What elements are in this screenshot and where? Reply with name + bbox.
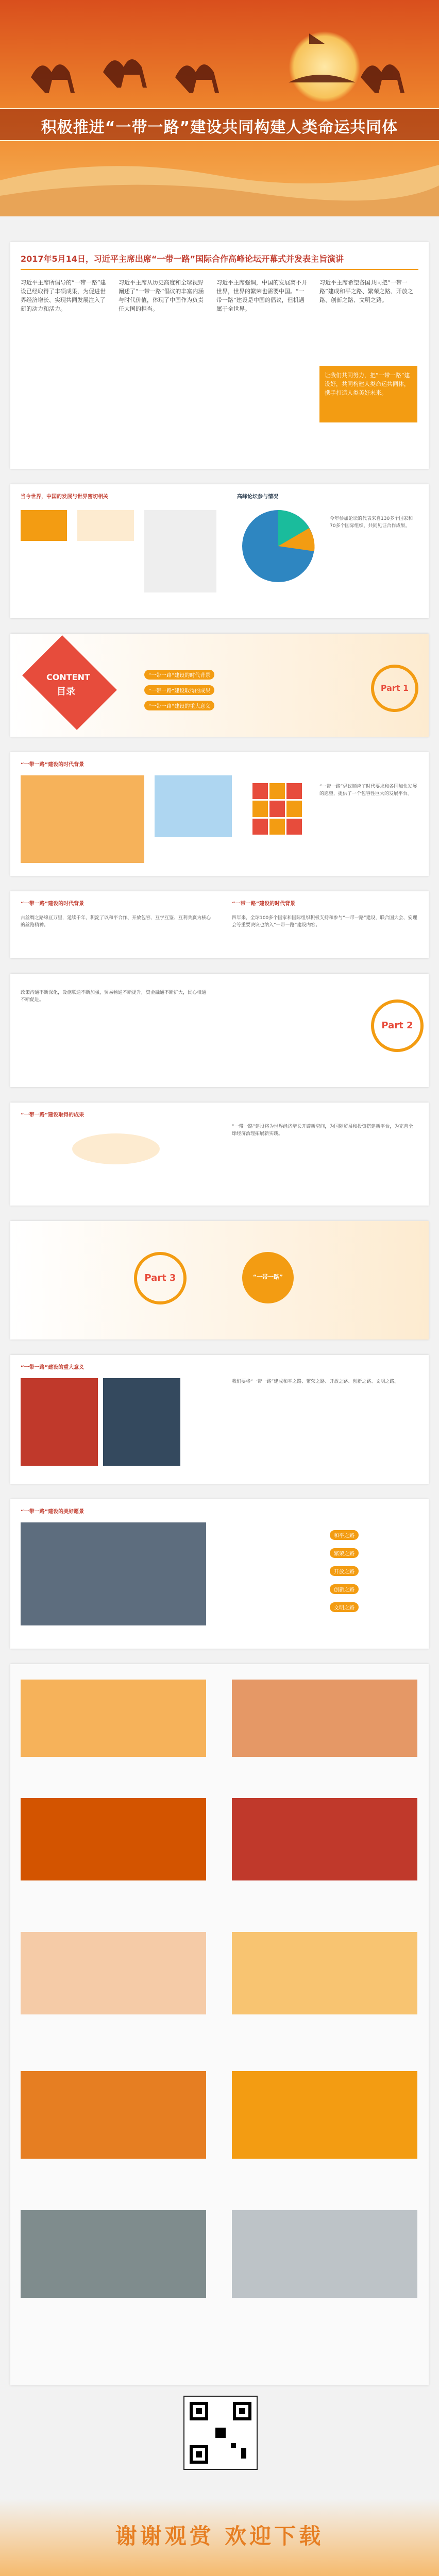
photo-placeholder <box>103 1378 180 1466</box>
section-text: 我们要将“一带一路”建成和平之路、繁荣之路、开放之路、创新之路、文明之路。 <box>232 1379 399 1384</box>
camel-caravan-silhouette <box>0 0 439 108</box>
intro-highlight-card: 让我们共同努力，把“一带一路”建设好，共同构建人类命运共同体，携手打造人类美好未来。 <box>319 366 417 422</box>
intro-col-4: 习近平主席希望各国共同把“一带一路”建成和平之路、繁荣之路、开放之路、创新之路、文明之路。 <box>319 279 413 303</box>
section-label: “一带一路”建设的重大意义 <box>21 1365 85 1370</box>
tag-1: 和平之路 <box>330 1530 359 1540</box>
photo-placeholder <box>21 1378 98 1466</box>
background-text-section <box>10 891 429 958</box>
pie-chart <box>237 505 319 587</box>
section-text: 政策沟通不断深化，设施联通不断加强，贸易畅通不断提升，资金融通不断扩大，民心相通不断促进。 <box>21 990 207 1003</box>
contents-item-3[interactable]: “一带一路”建设的重大意义 <box>144 701 214 710</box>
contents-diamond <box>22 635 117 730</box>
section-text: “一带一路”倡议顺应了时代要求和各国加快发展的愿望，提供了一个包容性巨大的发展平台。 <box>319 784 417 796</box>
intro-col-3: 习近平主席强调，中国的发展离不开世界，世界的繁荣也需要中国。“一带一路”建设是中国的倡议，但机遇属于全世界。 <box>216 279 307 312</box>
photo-placeholder <box>232 1798 417 1880</box>
meaning-section <box>10 1355 429 1484</box>
photo-placeholder <box>232 1680 417 1757</box>
intro-col-1: 习近平主席所倡导的“一带一路”建设已经取得了丰硕成果，为促进世界经济增长、实现共同发展注入了新的动力和活力。 <box>21 279 106 312</box>
tag-2: 繁荣之路 <box>330 1548 359 1558</box>
result-section <box>10 1103 429 1206</box>
qr-code <box>183 2396 258 2470</box>
section-label: “一带一路”建设的时代背景 <box>232 901 296 907</box>
intro-col-2: 习近平主席从历史高度和全球视野阐述了“一带一路”倡议的丰富内涵与时代价值，体现了中国作为负责任大国的担当。 <box>119 279 204 312</box>
tag-3: 开放之路 <box>330 1566 359 1576</box>
summary-left-title: 当今世界，中国的发展与世界密切相关 <box>21 494 108 500</box>
photo-placeholder <box>155 775 232 837</box>
contents-item-1[interactable]: “一带一路”建设的时代背景 <box>144 670 214 680</box>
photo-placeholder <box>232 2210 417 2298</box>
photo-placeholder <box>232 1932 417 2014</box>
hero-banner <box>0 0 439 216</box>
part3-section <box>10 1221 429 1340</box>
section-label: “一带一路”建设的时代背景 <box>21 762 85 768</box>
section-label: “一带一路”建设的美好愿景 <box>21 1509 85 1515</box>
info-box <box>77 510 134 541</box>
ellipse-graphic <box>72 1133 160 1164</box>
tile-grid <box>252 783 304 835</box>
part3-circle: Part 3 <box>134 1252 187 1304</box>
photo-placeholder <box>144 510 216 592</box>
intro-heading: 2017年5月14日，习近平主席出席“一带一路”国际合作高峰论坛开幕式并发表主旨演讲 <box>21 254 344 264</box>
page-title: 积极推进“一带一路”建设共同构建人类命运共同体 <box>41 118 398 137</box>
section-text: “一带一路”建设将为世界经济增长开辟新空间，为国际贸易和投资搭建新平台，为完善全球经济治理拓展新实践。 <box>232 1124 413 1137</box>
part2-circle: Part 2 <box>371 999 424 1052</box>
thanks-text: 谢谢观赏 欢迎下载 <box>115 2523 324 2549</box>
summary-section <box>10 484 429 618</box>
background-section <box>10 752 429 876</box>
tag-5: 文明之路 <box>330 1602 359 1612</box>
photo-placeholder <box>21 1680 206 1757</box>
footer-banner <box>0 2499 439 2576</box>
section-label: “一带一路”建设的时代背景 <box>21 901 85 907</box>
contents-section <box>10 634 429 737</box>
photo-placeholder <box>21 2071 206 2159</box>
photo-placeholder <box>21 1932 206 2014</box>
section-text: 古丝绸之路绵亘万里，延续千年，积淀了以和平合作、开放包容、互学互鉴、互利共赢为核心的丝路精神。 <box>21 916 211 928</box>
intro-section <box>10 242 429 469</box>
part1-circle: Part 1 <box>371 665 418 712</box>
contents-label: CONTENT <box>46 672 90 682</box>
part2-section <box>10 974 429 1087</box>
photo-placeholder <box>21 2210 206 2298</box>
contents-item-2[interactable]: “一带一路”建设取得的成果 <box>144 685 214 695</box>
future-section <box>10 1499 429 1649</box>
info-box <box>21 510 67 541</box>
photo-placeholder <box>21 1798 206 1880</box>
section-text: 四年来，全球100多个国家和国际组织积极支持和参与“一带一路”建设，联合国大会、安理会等重要决议也纳入“一带一路”建设内容。 <box>232 916 417 928</box>
photo-placeholder <box>21 775 144 863</box>
summary-right-text: 今年参加论坛的代表来自130多个国家和70多个国际组织，共同见证合作成果。 <box>330 516 413 529</box>
contents-sub: 目录 <box>57 686 75 697</box>
desert-dunes <box>0 149 439 216</box>
section-label: “一带一路”建设取得的成果 <box>21 1112 85 1118</box>
detail-sections <box>10 1664 429 2385</box>
chart-title: 高峰论坛参与情况 <box>237 494 278 500</box>
tag-4: 创新之路 <box>330 1584 359 1594</box>
badge-text: “一带一路” <box>252 1274 283 1280</box>
divider <box>21 269 418 270</box>
photo-placeholder <box>232 2071 417 2159</box>
photo-placeholder <box>21 1522 206 1625</box>
